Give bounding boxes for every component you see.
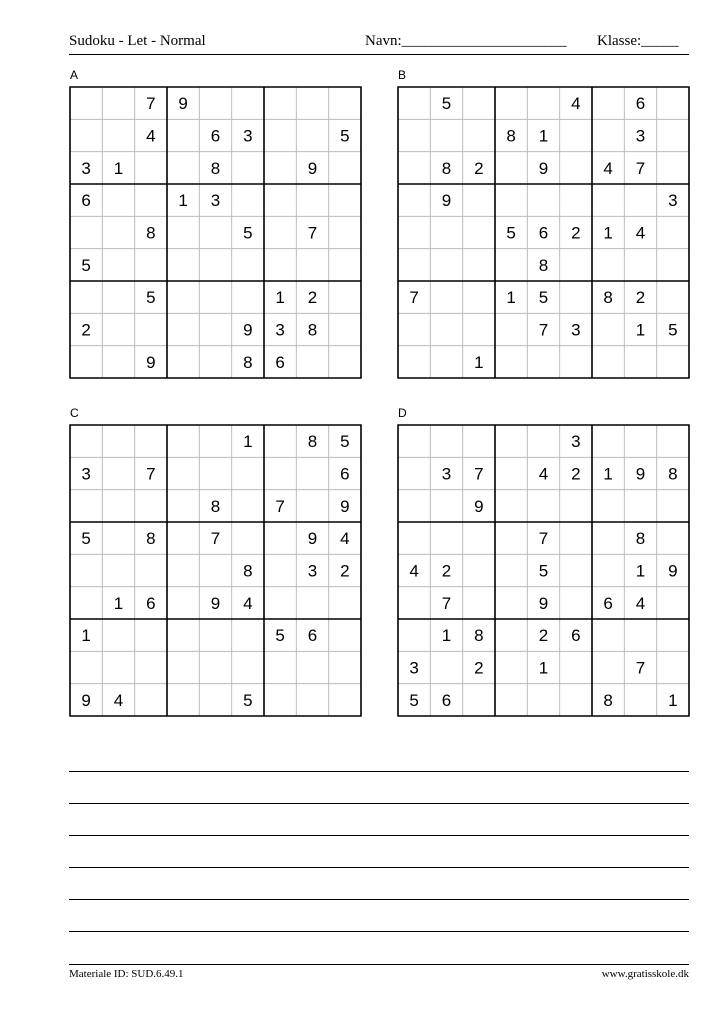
given-digit: 5: [146, 288, 156, 308]
given-digit: 1: [275, 288, 285, 308]
given-digit: 5: [668, 320, 678, 340]
given-digit: 6: [441, 690, 452, 710]
given-digit: 9: [81, 690, 91, 710]
given-digit: 4: [113, 690, 124, 710]
given-digit: 1: [81, 626, 91, 646]
given-digit: 7: [538, 320, 549, 340]
given-digit: 8: [210, 158, 221, 178]
given-digit: 8: [474, 626, 484, 646]
sudoku-grid-b: [397, 86, 690, 379]
given-digit: 1: [113, 158, 124, 178]
given-digit: 2: [635, 288, 646, 308]
given-digit: 5: [275, 626, 285, 646]
given-digit: 7: [146, 94, 156, 114]
sudoku-grid-c: [69, 424, 362, 717]
given-digit: 5: [81, 255, 91, 275]
puzzle-label-b: B: [398, 68, 407, 82]
given-digit: 2: [340, 561, 350, 581]
class-field-label: Klasse:_____: [597, 33, 679, 49]
given-digit: 2: [474, 158, 484, 178]
sudoku-grid-svg: [397, 424, 690, 717]
puzzle-label-c: C: [70, 406, 79, 420]
footer-divider: [69, 964, 689, 965]
given-digit: 6: [571, 626, 581, 646]
given-digit: 8: [635, 529, 646, 549]
given-digit: 5: [243, 223, 253, 243]
given-digit: 7: [210, 529, 221, 549]
given-digit: 9: [538, 158, 549, 178]
given-digit: 8: [146, 223, 156, 243]
given-digit: 1: [441, 626, 452, 646]
given-digit: 7: [275, 496, 285, 516]
given-digit: 2: [538, 626, 549, 646]
given-digit: 1: [635, 561, 646, 581]
given-digit: 6: [635, 94, 646, 114]
given-digit: 5: [81, 529, 91, 549]
given-digit: 3: [81, 158, 91, 178]
given-digit: 9: [441, 191, 452, 211]
given-digit: 9: [146, 352, 156, 372]
given-digit: 9: [178, 94, 188, 114]
given-digit: 4: [146, 126, 156, 146]
given-digit: 1: [474, 352, 484, 372]
given-digit: 6: [210, 126, 221, 146]
sudoku-grid-a: [69, 86, 362, 379]
given-digit: 9: [307, 529, 318, 549]
worksheet-header: [69, 31, 689, 53]
given-digit: 5: [538, 561, 549, 581]
given-digit: 4: [340, 529, 350, 549]
given-digit: 9: [340, 496, 350, 516]
given-digit: 8: [210, 496, 221, 516]
given-digit: 8: [506, 126, 516, 146]
given-digit: 7: [409, 288, 419, 308]
given-digit: 1: [538, 658, 549, 678]
writing-line: [69, 835, 689, 836]
given-digit: 7: [635, 158, 646, 178]
given-digit: 9: [538, 593, 549, 613]
given-digit: 5: [538, 288, 549, 308]
given-digit: 4: [538, 464, 549, 484]
writing-line: [69, 899, 689, 900]
given-digit: 5: [409, 690, 419, 710]
given-digit: 2: [474, 658, 484, 678]
given-digit: 3: [210, 191, 221, 211]
sudoku-grid-svg: [69, 86, 362, 379]
writing-line: [69, 931, 689, 932]
header-divider: [69, 54, 689, 55]
given-digit: 8: [538, 255, 549, 275]
given-digit: 9: [210, 593, 221, 613]
puzzle-label-d: D: [398, 406, 407, 420]
given-digit: 9: [243, 320, 253, 340]
given-digit: 2: [441, 561, 452, 581]
given-digit: 6: [538, 223, 549, 243]
given-digit: 8: [441, 158, 452, 178]
name-field-label: Navn:______________________: [365, 33, 567, 49]
given-digit: 2: [307, 288, 318, 308]
website-url: www.gratisskole.dk: [601, 968, 689, 980]
given-digit: 5: [340, 432, 350, 452]
given-digit: 1: [603, 223, 613, 243]
given-digit: 9: [635, 464, 646, 484]
given-digit: 8: [243, 352, 253, 372]
given-digit: 7: [635, 658, 646, 678]
given-digit: 8: [603, 288, 613, 308]
sudoku-grid-svg: [69, 424, 362, 717]
given-digit: 3: [409, 658, 419, 678]
given-digit: 1: [668, 690, 678, 710]
given-digit: 3: [307, 561, 318, 581]
sudoku-grid-d: [397, 424, 690, 717]
given-digit: 3: [571, 320, 581, 340]
given-digit: 2: [571, 223, 581, 243]
writing-line: [69, 867, 689, 868]
given-digit: 3: [571, 432, 581, 452]
given-digit: 1: [603, 464, 613, 484]
given-digit: 7: [307, 223, 318, 243]
given-digit: 1: [506, 288, 516, 308]
given-digit: 7: [146, 464, 156, 484]
given-digit: 7: [441, 593, 452, 613]
given-digit: 1: [243, 432, 253, 452]
given-digit: 8: [243, 561, 253, 581]
given-digit: 5: [441, 94, 452, 114]
given-digit: 6: [307, 626, 318, 646]
given-digit: 3: [243, 126, 253, 146]
given-digit: 5: [506, 223, 516, 243]
given-digit: 1: [113, 593, 124, 613]
given-digit: 6: [340, 464, 350, 484]
given-digit: 9: [668, 561, 678, 581]
given-digit: 8: [307, 432, 318, 452]
given-digit: 7: [474, 464, 484, 484]
given-digit: 4: [243, 593, 253, 613]
given-digit: 2: [81, 320, 91, 340]
given-digit: 6: [81, 191, 91, 211]
given-digit: 1: [178, 191, 188, 211]
given-digit: 5: [243, 690, 253, 710]
given-digit: 4: [635, 223, 646, 243]
given-digit: 8: [146, 529, 156, 549]
given-digit: 3: [635, 126, 646, 146]
given-digit: 8: [603, 690, 613, 710]
given-digit: 3: [275, 320, 285, 340]
given-digit: 8: [307, 320, 318, 340]
writing-line: [69, 771, 689, 772]
given-digit: 6: [146, 593, 156, 613]
material-id: Materiale ID: SUD.6.49.1: [69, 968, 184, 980]
given-digit: 6: [603, 593, 613, 613]
sudoku-grid-svg: [397, 86, 690, 379]
given-digit: 9: [307, 158, 318, 178]
given-digit: 2: [571, 464, 581, 484]
given-digit: 3: [441, 464, 452, 484]
given-digit: 8: [668, 464, 678, 484]
given-digit: 1: [538, 126, 549, 146]
given-digit: 9: [474, 496, 484, 516]
given-digit: 4: [571, 94, 581, 114]
given-digit: 5: [340, 126, 350, 146]
given-digit: 4: [603, 158, 613, 178]
given-digit: 6: [275, 352, 285, 372]
given-digit: 3: [81, 464, 91, 484]
puzzle-label-a: A: [70, 68, 79, 82]
given-digit: 3: [668, 191, 678, 211]
writing-line: [69, 803, 689, 804]
given-digit: 1: [635, 320, 646, 340]
given-digit: 4: [409, 561, 419, 581]
given-digit: 4: [635, 593, 646, 613]
given-digit: 7: [538, 529, 549, 549]
worksheet-title: Sudoku - Let - Normal: [69, 33, 206, 49]
